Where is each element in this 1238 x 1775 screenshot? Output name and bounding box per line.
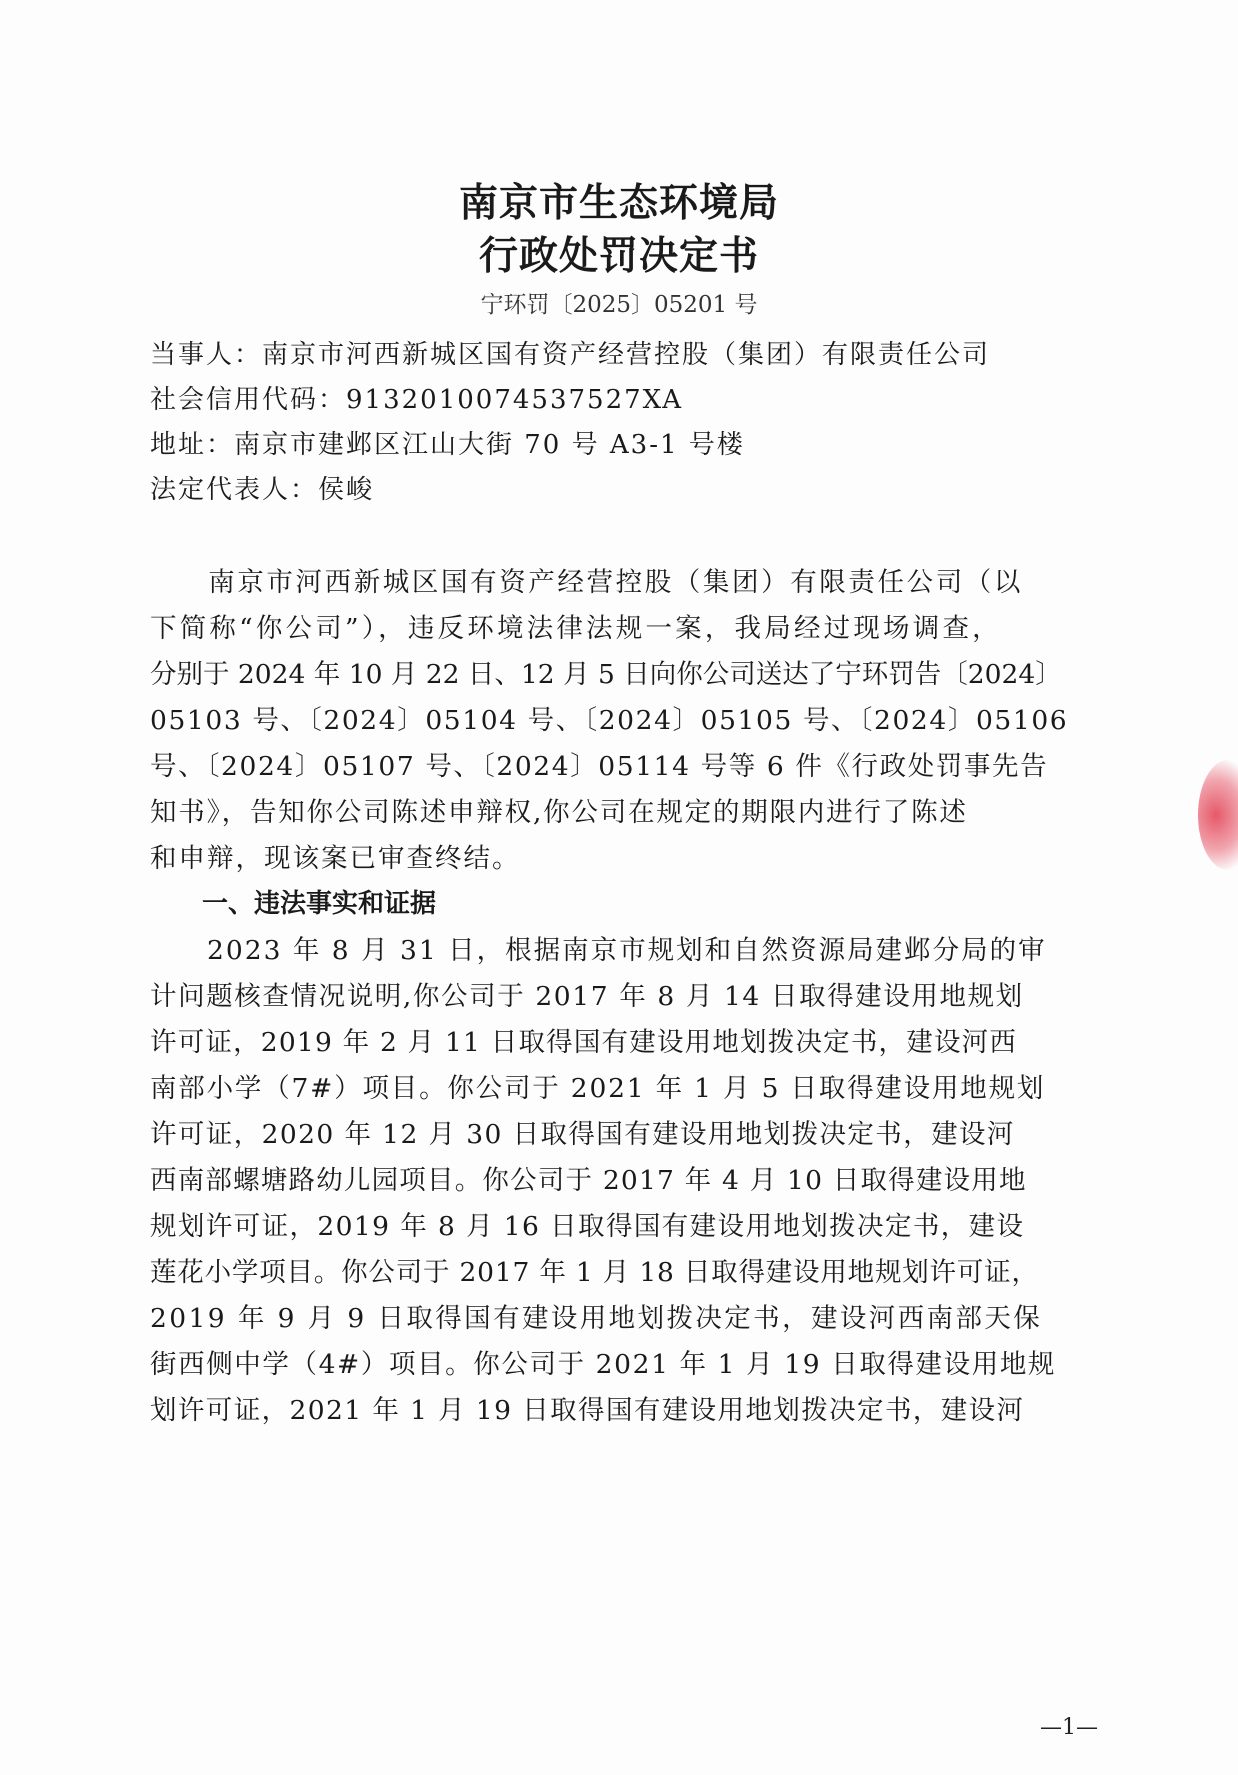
- party-legal-rep: 法定代表人：侯峻: [150, 475, 375, 505]
- body-line: 南京市河西新城区国有资产经营控股（集团）有限责任公司（以: [150, 567, 1023, 598]
- section-line: 莲花小学项目。你公司于 2017 年 1 月 18 日取得建设用地规划许可证，: [150, 1257, 1039, 1288]
- section-line: 许可证，2019 年 2 月 11 日取得国有建设用地划拨决定书，建设河西: [150, 1027, 1018, 1058]
- document-number: 宁环罚〔2025〕05201 号: [480, 292, 758, 318]
- document-title: 行政处罚决定书: [478, 234, 759, 279]
- section-line: 街西侧中学（4#）项目。你公司于 2021 年 1 月 19 日取得建设用地规: [150, 1349, 1057, 1380]
- section-line: 南部小学（7#）项目。你公司于 2021 年 1 月 5 日取得建设用地规划: [150, 1073, 1046, 1104]
- section-line: 西南部螺塘路幼儿园项目。你公司于 2017 年 4 月 10 日取得建设用地: [150, 1165, 1027, 1196]
- party-name: 当事人：南京市河西新城区国有资产经营控股（集团）有限责任公司: [150, 340, 991, 370]
- agency-title: 南京市生态环境局: [458, 181, 779, 226]
- section-line: 许可证，2020 年 12 月 30 日取得国有建设用地划拨决定书，建设河: [150, 1119, 1015, 1150]
- body-line: 知书》，告知你公司陈述申辩权,你公司在规定的期限内进行了陈述: [150, 797, 968, 828]
- section-line: 2019 年 9 月 9 日取得国有建设用地划拨决定书，建设河西南部天保: [150, 1303, 1043, 1334]
- section-line: 规划许可证，2019 年 8 月 16 日取得国有建设用地划拨决定书，建设: [150, 1211, 1025, 1242]
- section-line: 2023 年 8 月 31 日，根据南京市规划和自然资源局建邺分局的审: [150, 935, 1047, 966]
- section-line: 计问题核查情况说明,你公司于 2017 年 8 月 14 日取得建设用地规划: [150, 981, 1024, 1012]
- body-line: 05103 号、〔2024〕05104 号、〔2024〕05105 号、〔2024〕05106: [150, 705, 1069, 736]
- section-line: 划许可证，2021 年 1 月 19 日取得国有建设用地划拨决定书，建设河: [150, 1395, 1025, 1426]
- page-number: —1—: [1040, 1715, 1098, 1740]
- body-line: 号、〔2024〕05107 号、〔2024〕05114 号等 6 件《行政处罚事先告: [150, 751, 1049, 782]
- body-line: 和申辩，现该案已审查终结。: [150, 843, 521, 874]
- section-heading: 一、违法事实和证据: [202, 889, 437, 919]
- body-line: 分别于 2024 年 10 月 22 日、12 月 5 日向你公司送达了宁环罚告〔2024〕: [150, 659, 1062, 690]
- party-address: 地址：南京市建邺区江山大街 70 号 A3-1 号楼: [150, 430, 745, 460]
- party-credit-code: 社会信用代码：9132010074537527XA: [150, 385, 684, 415]
- official-seal-stamp: [1198, 760, 1238, 870]
- body-line: 下简称“你公司”），违反环境法律法规一案，我局经过现场调查，: [150, 613, 1002, 644]
